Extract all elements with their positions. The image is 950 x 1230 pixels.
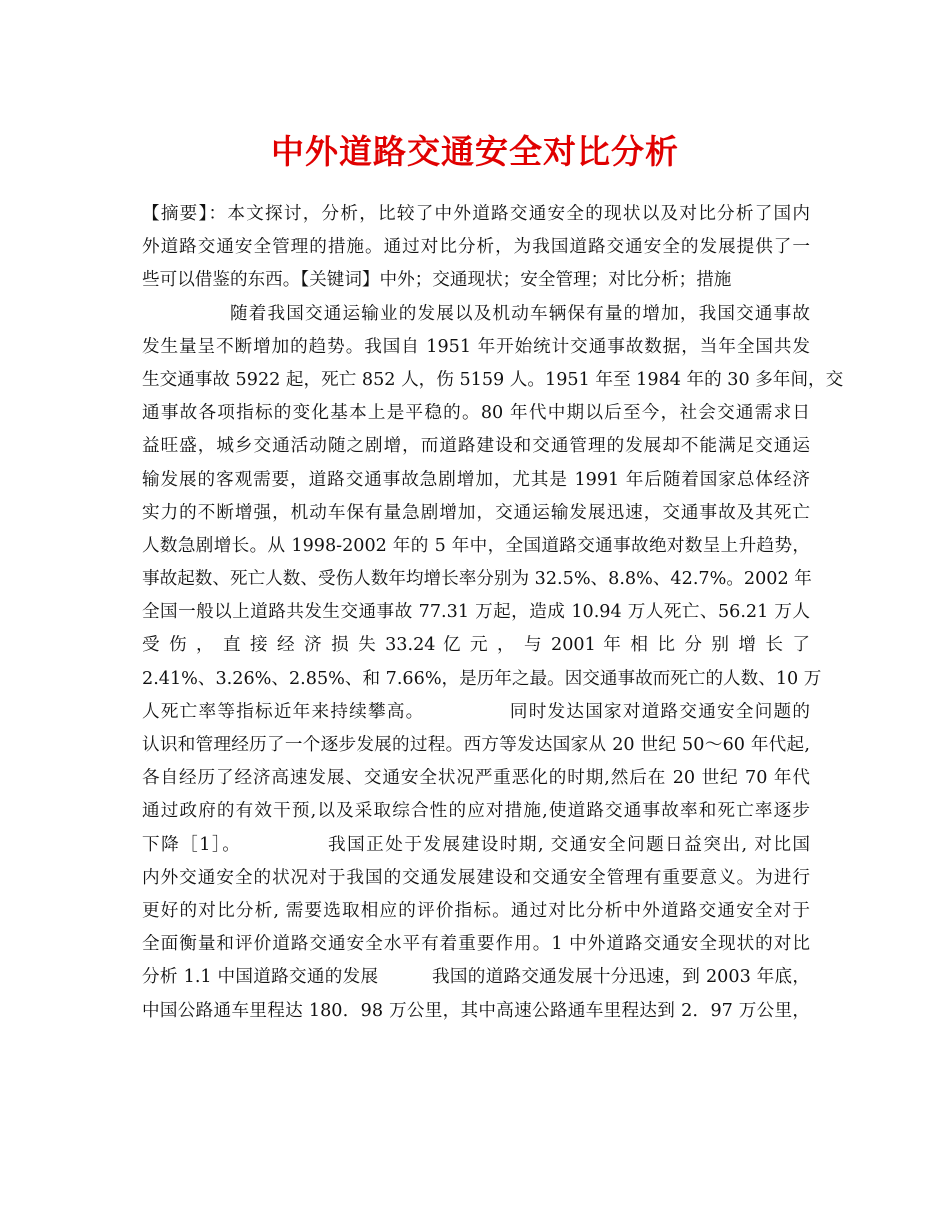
- text-line: 2.41%、3.26%、2.85%、和 7.66%，是历年之最。因交通事故而死亡的人数、10 万: [142, 668, 822, 689]
- text-line: 发生量呈不断增加的趋势。我国自 1951 年开始统计交通事故数据，当年全国共发: [142, 336, 810, 357]
- text-line: 各自经历了经济高速发展、交通安全状况严重恶化的时期,然后在 20 世纪 70 年代: [142, 768, 810, 789]
- text-line: 认识和管理经历了一个逐步发展的过程。西方等发达国家从 20 世纪 50～60 年代起,: [142, 735, 810, 755]
- text-line: 全国一般以上道路共发生交通事故 77.31 万起，造成 10.94 万人死亡、56.21 万人: [142, 602, 810, 623]
- text-line: 分析 1.1 中国道路交通的发展 我国的道路交通发展十分迅速，到 2003 年底，: [142, 967, 810, 988]
- text-line: 中国公路通车里程达 180．98 万公里，其中高速公路通车里程达到 2．97 万公里，: [142, 1000, 810, 1021]
- text-line: 通事故各项指标的变化基本上是平稳的。80 年代中期以后至今，社会交通需求日: [142, 403, 810, 424]
- text-line: 人数急剧增长。从 1998-2002 年的 5 年中，全国道路交通事故绝对数呈上升趋势，: [142, 535, 810, 556]
- text-line: 受 伤 ， 直 接 经 济 损 失 33.24 亿 元 ， 与 2001 年 相 比 分 别 增 长 了: [142, 635, 810, 656]
- text-line: 更好的对比分析, 需要选取相应的评价指标。通过对比分析中外道路交通安全对于: [142, 900, 810, 921]
- text-line: 随着我国交通运输业的发展以及机动车辆保有量的增加，我国交通事故: [230, 303, 810, 324]
- text-line: 内外交通安全的状况对于我国的交通发展建设和交通安全管理有重要意义。为进行: [142, 867, 810, 888]
- text-line: 通过政府的有效干预,以及采取综合性的应对措施,使道路交通事故率和死亡率逐步: [142, 801, 810, 822]
- text-line: 实力的不断增强，机动车保有量急剧增加，交通运输发展迅速，交通事故及其死亡: [142, 502, 810, 523]
- document-body: [142, 198, 844, 1028]
- text-line: 下降［1］。 我国正处于发展建设时期, 交通安全问题日益突出, 对比国: [142, 834, 810, 855]
- text-line: 外道路交通安全管理的措施。通过对比分析，为我国道路交通安全的发展提供了一: [142, 237, 810, 258]
- text-line: 全面衡量和评价道路交通安全水平有着重要作用。1 中外道路交通安全现状的对比: [142, 934, 810, 955]
- text-line: 事故起数、死亡人数、受伤人数年均增长率分别为 32.5%、8.8%、42.7%。2002 年: [142, 569, 812, 590]
- text-line: 益旺盛，城乡交通活动随之剧增，而道路建设和交通管理的发展却不能满足交通运: [142, 436, 810, 457]
- text-line: 人死亡率等指标近年来持续攀高。 同时发达国家对道路交通安全问题的: [142, 701, 810, 722]
- text-line: 些可以借鉴的东西。【关键词】中外；交通现状；安全管理；对比分析；措施: [142, 270, 732, 291]
- text-line: 生交通事故 5922 起，死亡 852 人，伤 5159 人。1951 年至 1984 年的 30 多年间，交: [142, 369, 844, 390]
- page-title: 中外道路交通安全对比分析: [271, 132, 679, 171]
- text-line: 【摘要】：本文探讨，分析，比较了中外道路交通安全的现状以及对比分析了国内: [142, 204, 810, 224]
- text-line: 输发展的客观需要，道路交通事故急剧增加，尤其是 1991 年后随着国家总体经济: [142, 469, 810, 490]
